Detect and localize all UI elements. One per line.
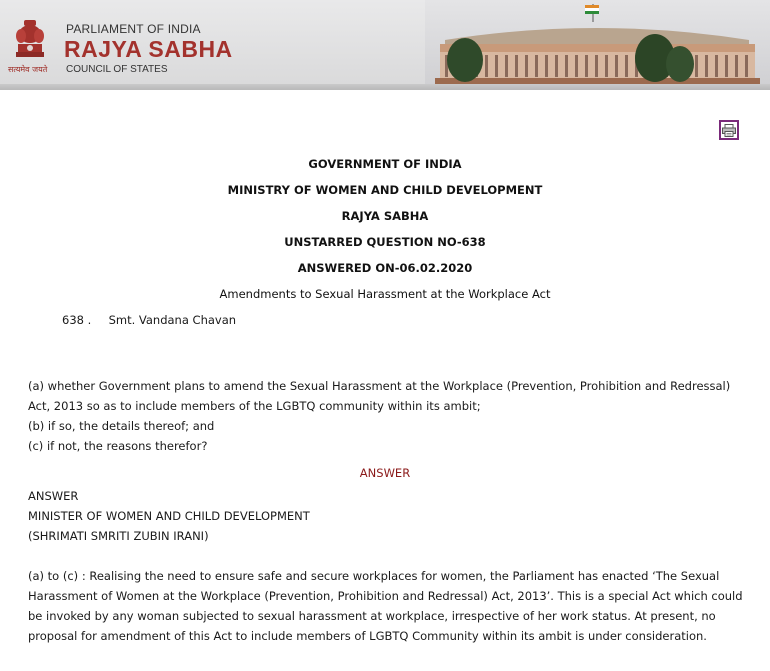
question-c: (c) if not, the reasons therefor?: [28, 439, 208, 453]
banner-shadow: [0, 84, 770, 90]
answer-line-4: proposal for amendment of this Act to include members of LGBTQ Community within its ambit is under consideration.: [28, 629, 707, 643]
answer-line-2: Harassment of Women at the Workplace (Prevention, Prohibition and Redressal) Act, 2013’. This is a special Act which could: [28, 589, 743, 603]
question-a-line-2: Act, 2013 so as to include members of the LGBTQ community within its ambit;: [28, 399, 481, 413]
question-b: (b) if so, the details thereof; and: [28, 419, 215, 433]
header-banner: [0, 0, 770, 90]
printer-icon: [722, 124, 736, 137]
gov-heading: GOVERNMENT OF INDIA: [308, 157, 462, 171]
question-number: 638 .: [62, 313, 92, 327]
answered-on-heading: ANSWERED ON-06.02.2020: [297, 261, 473, 275]
question-number-heading: UNSTARRED QUESTION NO-638: [284, 235, 486, 249]
answer-heading: ANSWER: [359, 466, 411, 480]
ministry-heading: MINISTRY OF WOMEN AND CHILD DEVELOPMENT: [227, 183, 543, 197]
house-heading: RAJYA SABHA: [341, 209, 429, 223]
question-subject: Amendments to Sexual Harassment at the Workplace Act: [219, 287, 551, 301]
parliament-building-image: [425, 0, 770, 90]
minister-title: MINISTER OF WOMEN AND CHILD DEVELOPMENT: [28, 509, 310, 523]
question-a-line-1: (a) whether Government plans to amend the Sexual Harassment at the Workplace (Prevention, Prohibition and Redressal): [28, 379, 731, 393]
answer-line-3: be invoked by any woman subjected to sexual harassment at workplace, irrespective of her work status. At present, no: [28, 609, 716, 623]
answer-label: ANSWER: [28, 489, 79, 503]
rajya-sabha-title: RAJYA SABHA: [64, 36, 233, 62]
member-name: Smt. Vandana Chavan: [108, 313, 237, 327]
emblem-motto: सत्यमेव जयते: [8, 65, 48, 74]
council-of-states-title: COUNCIL OF STATES: [66, 64, 168, 75]
print-button[interactable]: [719, 120, 739, 140]
national-emblem-icon: [10, 18, 50, 68]
answer-line-1: (a) to (c) : Realising the need to ensure safe and secure workplaces for women, the Parliament has enacted ‘The Sexual: [28, 569, 720, 583]
question-member-line: [62, 310, 236, 330]
minister-name: (SHRIMATI SMRITI ZUBIN IRANI): [28, 529, 209, 543]
parliament-title: PARLIAMENT OF INDIA: [66, 22, 201, 36]
